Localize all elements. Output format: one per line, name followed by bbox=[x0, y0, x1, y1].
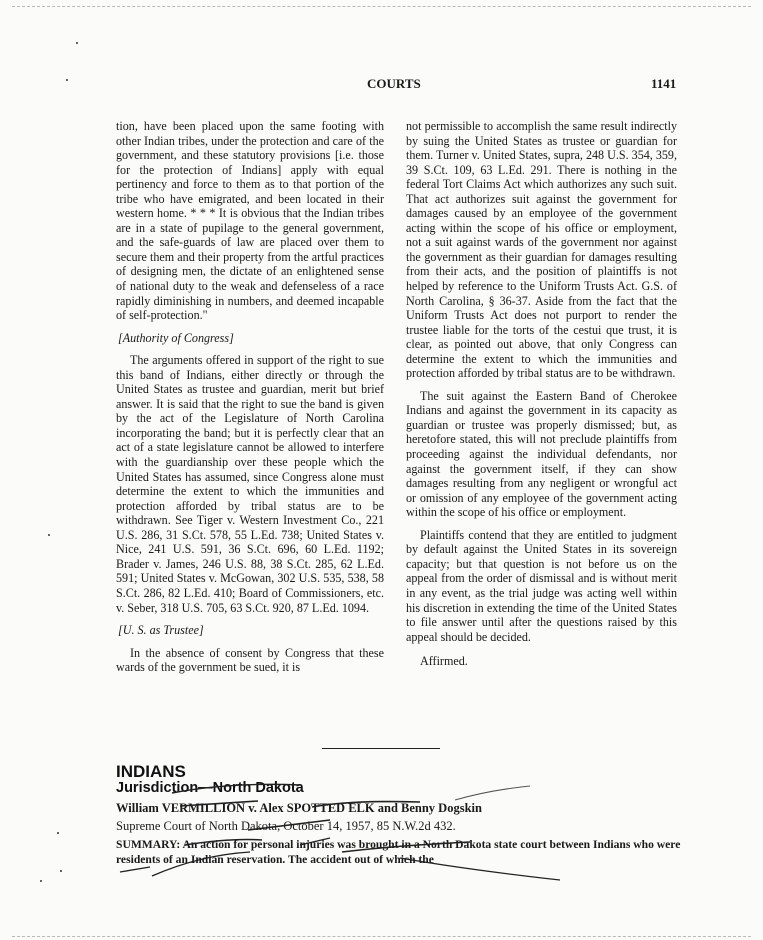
strike-mark-8 bbox=[300, 838, 330, 845]
index-topic: INDIANS bbox=[116, 762, 186, 781]
strike-mark-11 bbox=[152, 852, 250, 876]
heading-us-as-trustee: [U. S. as Trustee] bbox=[118, 623, 204, 638]
court-citation: Supreme Court of North Dakota, October 14, 1957, 85 N.W.2d 432. bbox=[116, 819, 456, 833]
strike-mark-3 bbox=[312, 802, 420, 807]
right-paragraph-2: The suit against the Eastern Band of Cherokee Indians and against the government in its capacity as guardian or trustee was properly dismissed; but, as heretofore stated, this will not preclude plaintiffs from proceeding against the individual defendants, nor against the government itself, if they can show damages resulting from any negligent or wrongful act or omission of any employee of the government acting within the scope of his office or employment. bbox=[406, 388, 677, 520]
strike-mark-5 bbox=[248, 820, 330, 830]
stray-mark bbox=[57, 832, 59, 834]
stray-mark bbox=[60, 870, 62, 872]
page-number: 1141 bbox=[651, 76, 677, 91]
strike-mark-10 bbox=[400, 858, 560, 880]
stray-mark bbox=[66, 79, 68, 81]
index-subtopic: Jurisdiction—North Dakota bbox=[116, 780, 304, 796]
running-head: COURTS bbox=[367, 76, 421, 91]
heading-authority-of-congress: [Authority of Congress] bbox=[118, 330, 234, 345]
strike-mark-6 bbox=[185, 840, 262, 845]
right-paragraph-4: Affirmed. bbox=[420, 654, 468, 669]
right-paragraph-1: not permissible to accomplish the same result indirectly by suing the United States as trustee or guardian for them. Turner v. United States, supra, 248 U.S. 354, 359, 39 S.Ct. 109, 63 L.Ed. 291. There is nothing in the federal Tort Claims Act which authorizes any such suit. That act authorizes suit against the government for damages caused by an employee of the government acting within the scope of his office or employment, not a suit against wards of the government nor against the government as their guardian for damages resulting from their acts, and the position of plaintiffs is not helped by reference to the Uniform Trusts Act. G.S. of North Carolina, § 36-37. Aside from the fact that the Uniform Trusts Act does not purport to render the trustee liable for the torts of the cestui que trust, it is clear, as pointed out above, that only Congress can determine the extent to which the immunities and protection afforded by tribal status are to be withdrawn. bbox=[406, 119, 677, 381]
strike-mark-1 bbox=[172, 784, 300, 793]
stray-mark bbox=[40, 880, 42, 882]
strike-mark-7 bbox=[120, 867, 150, 872]
case-summary: SUMMARY: An action for personal injuries was brought in a North Dakota state court between Indians who were residents of an Indian reservation. The accident out of which the bbox=[116, 838, 681, 866]
left-paragraph-1: tion, have been placed upon the same footing with other Indian tribes, under the protection and care of the government, and these statutory provisions [i.e. those for the protection of Indians] apply with equal pertinency and force to them as to that portion of the tribe who have emigrated, and been located in their western home. * * * It is obvious that the Indian tribes are in a state of pupilage to the general government, and the safe-guards of law are placed over them to secure them and their property from the artful practices of designing men, the dictate of an enlightened sense of national duty to the weak and defenseless of a race rapidly diminishing in numbers, and deemed incapable of self-protection." bbox=[116, 119, 384, 323]
left-paragraph-2: The arguments offered in support of the right to sue this band of Indians, either directly or through the United States as trustee and guardian, merit but brief answer. It is said that the right to sue the band is given by the act of the Legislature of North Carolina incorporating the band; but it is perfectly clear that an act of a state legislature cannot be allowed to interfere with the guardianship over these people which the United States has assumed, since Congress alone must determine the extent to which the immunities and protection afforded by tribal status are to be withdrawn. See Tiger v. Western Investment Co., 221 U.S. 286, 31 S.Ct. 578, 55 L.Ed. 738; United States v. Nice, 241 U.S. 591, 36 S.Ct. 696, 60 L.Ed. 1192; Brader v. James, 246 U.S. 88, 38 S.Ct. 285, 62 L.Ed. 591; United States v. McGowan, 302 U.S. 535, 538, 58 S.Ct. 286, 82 L.Ed. 410; Board of Commissioners, etc. v. Seber, 318 U.S. 705, 63 S.Ct. 920, 87 L.Ed. 1094. bbox=[116, 353, 384, 615]
case-parties: William VERMILLION v. Alex SPOTTED ELK and Benny Dogskin bbox=[116, 801, 482, 815]
right-paragraph-3: Plaintiffs contend that they are entitled to judgment by default against the United States in its sovereign capacity; but that question is not before us on the appeal from the order of dismissal and is without merit in any event, as the trial judge was acting well within his discretion in extending the time of the United States to file answer until after the questions raised by this appeal should be decided. bbox=[406, 527, 677, 644]
strike-mark-4 bbox=[455, 786, 530, 800]
strike-mark-2 bbox=[180, 801, 258, 806]
left-paragraph-3: In the absence of consent by Congress that these wards of the government be sued, it is bbox=[116, 645, 384, 675]
stray-mark bbox=[76, 42, 78, 44]
stray-mark bbox=[48, 534, 50, 536]
strike-mark-9 bbox=[342, 842, 470, 852]
